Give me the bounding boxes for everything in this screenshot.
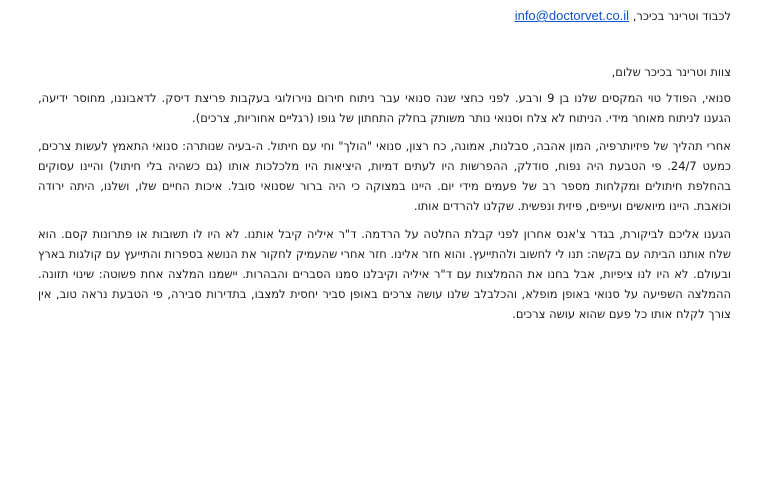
paragraph-2: אחרי תהליך של פיזיותרפיה, המון אהבה, סבלנות, אמונה, כח רצון, סנואי "הולך" וחי עם חיתול. ה-בעיה שנותרה: סנואי התאמץ לעשות צרכים, כמעט 24/7. פי הטבעת היה נפוח, סודלק, ההפרשות היו לעתים דמיות, היציאות היו מלכלכות אותו (גם כשהיה בלי חיתול) והיינו עסוקים בהחלפת חיתולים ומקלחות מספר רב של פעמים מידי יום. היינו במצוקה כי היה ברור שסנואי סובל. איכות החיים שלו, ושלנו, היתה ירודה וכואבת. היינו מיואשים ועייפים, פיזית ונפשית. שקלנו להרדים אותו. <box>38 139 731 213</box>
paragraph-1: סנואי, הפודל טוי המקסים שלנו בן 9 ורבע. לפני כחצי שנה סנואי עבר ניתוח חירום נוירולוגי בעקבות פריצת דיסק. לדאבוננו, מחוסר ידיעה, הגענו לניתוח מאוחר מידי. הניתוח לא צלח וסנואי נותר משותק בחלק התחתון של גופו (רגליים אחוריות, צרכים). <box>38 91 731 125</box>
letter-greeting: צוות וטרינר בכיכר שלום, <box>611 65 731 79</box>
paragraph-3: הגענו אליכם לביקורת, בגדר צ'אנס אחרון לפני קבלת החלטה על הרדמה. ד"ר איליה קיבל אותנו. לא היו לו תשובות או פתרונות קסם. הוא שלח אותנו הביתה עם בקשה: תנו לי לחשוב ולהתייעץ. והוא חזר אלינו. חזר אחרי שהעמיק לחקור את הנושא בספרות והתייעץ עם קולגות בארץ ובעולם. לא היו לנו ציפיות, אבל בחנו את ההמלצות עם ד"ר איליה וקיבלנו סמנו הסברים והבהרות. יישמנו המלצה אחת פשוטה: שינוי תזונה. ההמלצה השפיעה על סנואי באופן מופלא, והכלבלב שלנו עושה צרכים באופן סביר יחסית למצבו, בתדירות סבירה, פי הטבעת נראה טוב, אין צורך לקלח אותו כל פעם שהוא עושה צרכים. <box>38 227 731 321</box>
email-link[interactable]: info@doctorvet.co.il <box>514 8 630 23</box>
recipient-prefix: לכבוד וטרינר בכיכר, <box>632 9 731 23</box>
letter-header <box>38 6 731 26</box>
